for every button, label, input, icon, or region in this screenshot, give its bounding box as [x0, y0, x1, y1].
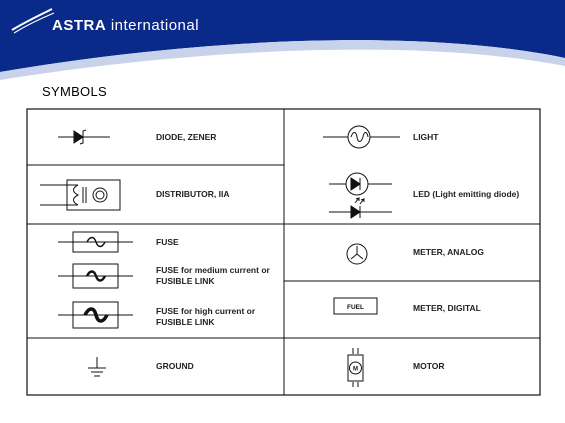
motor-center-text: M: [353, 366, 358, 373]
fusible-link-high-icon: [58, 302, 133, 328]
led-icon: [329, 173, 392, 218]
label-meter-digital: METER, DIGITAL: [413, 303, 481, 313]
label-motor: MOTOR: [413, 361, 445, 371]
label-distributor: DISTRIBUTOR, IIA: [156, 189, 230, 199]
label-led: LED (Light emitting diode): [413, 189, 520, 199]
label-fuse-medium: FUSE for medium current or FUSIBLE LINK: [156, 265, 270, 286]
digital-meter-display: FUEL: [347, 304, 364, 311]
label-meter-analog: METER, ANALOG: [413, 247, 484, 257]
zener-diode-icon: [58, 130, 110, 144]
distributor-icon: [40, 180, 120, 210]
company-logo: ASTRA international: [52, 17, 200, 34]
ground-icon: [88, 357, 106, 376]
label-light: LIGHT: [413, 132, 439, 142]
label-diode-zener: DIODE, ZENER: [156, 132, 217, 142]
fuse-icon: [58, 232, 133, 252]
light-icon: [323, 126, 400, 148]
analog-meter-icon: [347, 244, 367, 264]
label-ground: GROUND: [156, 361, 194, 371]
slide-title: SYMBOLS: [42, 84, 107, 99]
label-fuse-high: FUSE for high current or FUSIBLE LINK: [156, 306, 256, 327]
fusible-link-medium-icon: [58, 264, 133, 288]
label-fuse: FUSE: [156, 237, 179, 247]
